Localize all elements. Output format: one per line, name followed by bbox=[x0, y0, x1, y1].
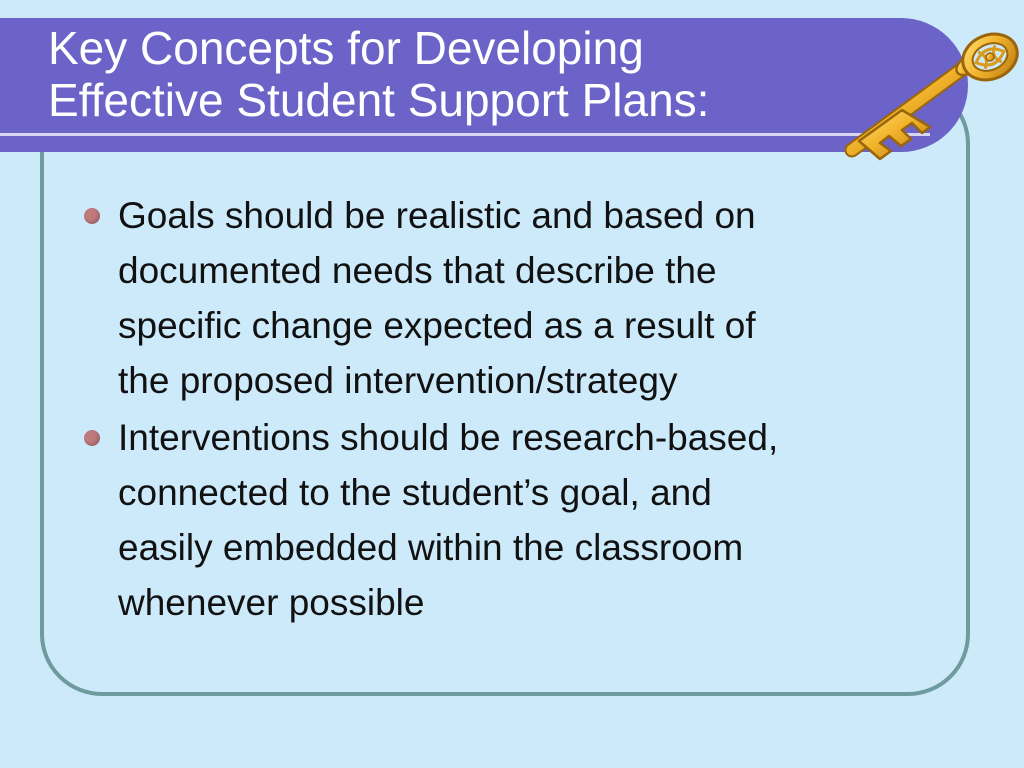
bullet-text-line: documented needs that describe the bbox=[118, 250, 717, 291]
bullet-icon bbox=[84, 430, 100, 446]
bullet-item bbox=[82, 410, 942, 630]
bullet-list bbox=[82, 188, 942, 632]
bullet-text-line: specific change expected as a result of bbox=[118, 305, 756, 346]
bullet-text-line: Goals should be realistic and based on bbox=[118, 195, 756, 236]
bullet-text-line: easily embedded within the classroom bbox=[118, 527, 744, 568]
bullet-text-line: whenever possible bbox=[118, 582, 425, 623]
slide-title-line: Key Concepts for Developing bbox=[48, 22, 644, 74]
bullet-text-line: the proposed intervention/strategy bbox=[118, 360, 678, 401]
slide-title-line: Effective Student Support Plans: bbox=[48, 74, 710, 126]
golden-key-icon bbox=[832, 18, 1024, 168]
bullet-icon bbox=[84, 208, 100, 224]
bullet-text-line: connected to the student’s goal, and bbox=[118, 472, 712, 513]
bullet-text-line: Interventions should be research-based, bbox=[118, 417, 779, 458]
bullet-item bbox=[82, 188, 942, 408]
slide-title bbox=[48, 22, 868, 126]
title-divider bbox=[0, 133, 930, 136]
